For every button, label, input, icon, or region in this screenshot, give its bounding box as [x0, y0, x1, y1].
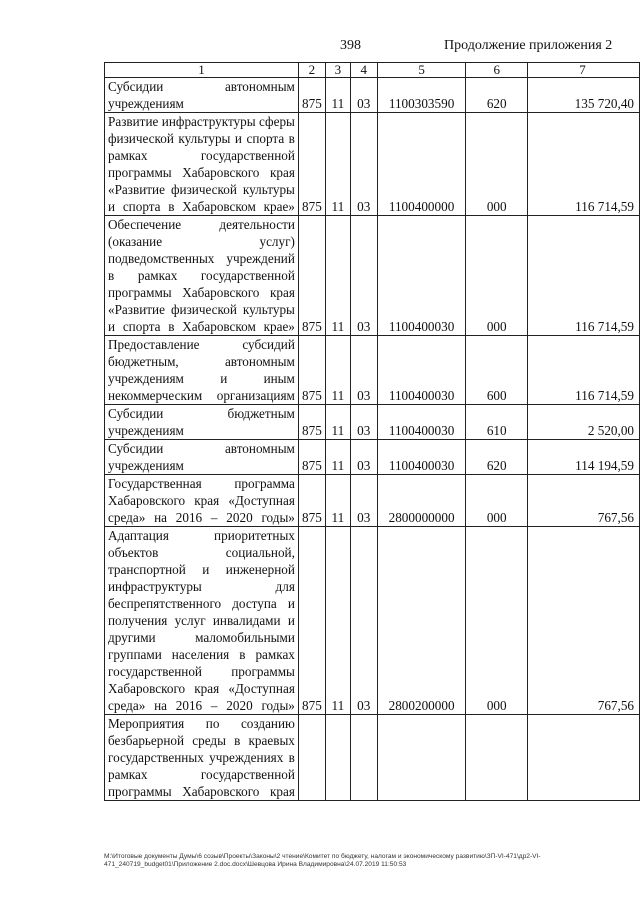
table-row	[105, 715, 640, 801]
row-name: Адаптация приоритетных объектов социальной, транспортной и инженерной инфраструктуры для беспрепятственного доступа и получения услуг инвалидами и другими маломобильными группами населения в рамках государственной программы Хабаровского края «Доступная среда» на 2016 – 2020 годы»	[105, 527, 299, 715]
cell-section: 11	[325, 78, 350, 113]
row-name: Предоставление субсидий бюджетным, автономным учреждениям и иным некоммерческим организациям	[105, 336, 299, 405]
cell-ministry: 875	[298, 405, 325, 440]
cell-section: 11	[325, 336, 350, 405]
cell-section: 11	[325, 405, 350, 440]
cell-section: 11	[325, 440, 350, 475]
cell-subsection: 03	[350, 216, 377, 336]
cell-amount: 116 714,59	[527, 113, 639, 216]
cell-target-article	[377, 715, 466, 801]
cell-amount: 116 714,59	[527, 336, 639, 405]
table-row	[105, 78, 640, 113]
table-row	[105, 440, 640, 475]
cell-subsection: 03	[350, 113, 377, 216]
cell-target-article: 1100400000	[377, 113, 466, 216]
cell-ministry: 875	[298, 78, 325, 113]
cell-section: 11	[325, 475, 350, 527]
cell-ministry: 875	[298, 216, 325, 336]
column-number: 3	[325, 63, 350, 78]
cell-ministry: 875	[298, 440, 325, 475]
cell-section: 11	[325, 527, 350, 715]
cell-subsection: 03	[350, 527, 377, 715]
continuation-label: Продолжение приложения 2	[444, 38, 613, 53]
column-number: 1	[105, 63, 299, 78]
cell-ministry: 875	[298, 113, 325, 216]
cell-ministry: 875	[298, 527, 325, 715]
row-name: Развитие инфраструктуры сферы физической культуры и спорта в рамках государственной программы Хабаровского края «Развитие физической культуры и спорта в Хабаровском крае»	[105, 113, 299, 216]
cell-expense-type	[466, 715, 527, 801]
cell-ministry	[298, 715, 325, 801]
row-name: Государственная программа Хабаровского края «Доступная среда» на 2016 – 2020 годы»	[105, 475, 299, 527]
column-number: 6	[466, 63, 527, 78]
cell-amount: 135 720,40	[527, 78, 639, 113]
cell-target-article: 2800200000	[377, 527, 466, 715]
cell-expense-type: 000	[466, 475, 527, 527]
cell-subsection: 03	[350, 405, 377, 440]
cell-subsection	[350, 715, 377, 801]
row-name: Субсидии автономным учреждениям	[105, 78, 299, 113]
cell-target-article: 1100400030	[377, 336, 466, 405]
cell-ministry: 875	[298, 336, 325, 405]
cell-amount: 767,56	[527, 475, 639, 527]
column-number: 2	[298, 63, 325, 78]
row-name: Мероприятия по созданию безбарьерной среды в краевых государственных учреждениях в рамках государственной программы Хабаровского края	[105, 715, 299, 801]
cell-expense-type: 620	[466, 78, 527, 113]
column-number: 7	[527, 63, 639, 78]
cell-subsection: 03	[350, 440, 377, 475]
cell-expense-type: 610	[466, 405, 527, 440]
row-name: Обеспечение деятельности (оказание услуг) подведомственных учреждений в рамках государственной программы Хабаровского края «Развитие физической культуры и спорта в Хабаровском крае»	[105, 216, 299, 336]
table-row	[105, 113, 640, 216]
budget-table	[104, 62, 640, 801]
table-row	[105, 405, 640, 440]
table-row	[105, 336, 640, 405]
cell-expense-type: 620	[466, 440, 527, 475]
cell-expense-type: 600	[466, 336, 527, 405]
cell-amount: 2 520,00	[527, 405, 639, 440]
cell-target-article: 1100400030	[377, 216, 466, 336]
cell-target-article: 1100303590	[377, 78, 466, 113]
cell-subsection: 03	[350, 475, 377, 527]
row-name: Субсидии автономным учреждениям	[105, 440, 299, 475]
column-number: 4	[350, 63, 377, 78]
cell-amount: 116 714,59	[527, 216, 639, 336]
table-row	[105, 216, 640, 336]
table-row	[105, 527, 640, 715]
cell-target-article: 2800000000	[377, 475, 466, 527]
cell-target-article: 1100400030	[377, 440, 466, 475]
cell-expense-type: 000	[466, 216, 527, 336]
cell-expense-type: 000	[466, 113, 527, 216]
document-path-footer: M:\Итоговые документы Думы\6 созыв\Проекты\Законы\2 чтение\Комитет по бюджету, налогам и экономическому развитию\ЗП-VI-471\др2-VI-471_240719_budget01\Приложение 2.doc.docx\Шевцова Ирина Владимировна\24.07.2019 11:50:53	[104, 853, 541, 868]
cell-target-article: 1100400030	[377, 405, 466, 440]
cell-expense-type: 000	[466, 527, 527, 715]
page-number: 398	[340, 38, 361, 53]
cell-ministry: 875	[298, 475, 325, 527]
column-number: 5	[377, 63, 466, 78]
row-name: Субсидии бюджетным учреждениям	[105, 405, 299, 440]
cell-amount	[527, 715, 639, 801]
column-number-row	[105, 63, 640, 78]
cell-subsection: 03	[350, 336, 377, 405]
table-row	[105, 475, 640, 527]
cell-section: 11	[325, 113, 350, 216]
cell-section	[325, 715, 350, 801]
cell-amount: 767,56	[527, 527, 639, 715]
cell-section: 11	[325, 216, 350, 336]
cell-subsection: 03	[350, 78, 377, 113]
cell-amount: 114 194,59	[527, 440, 639, 475]
